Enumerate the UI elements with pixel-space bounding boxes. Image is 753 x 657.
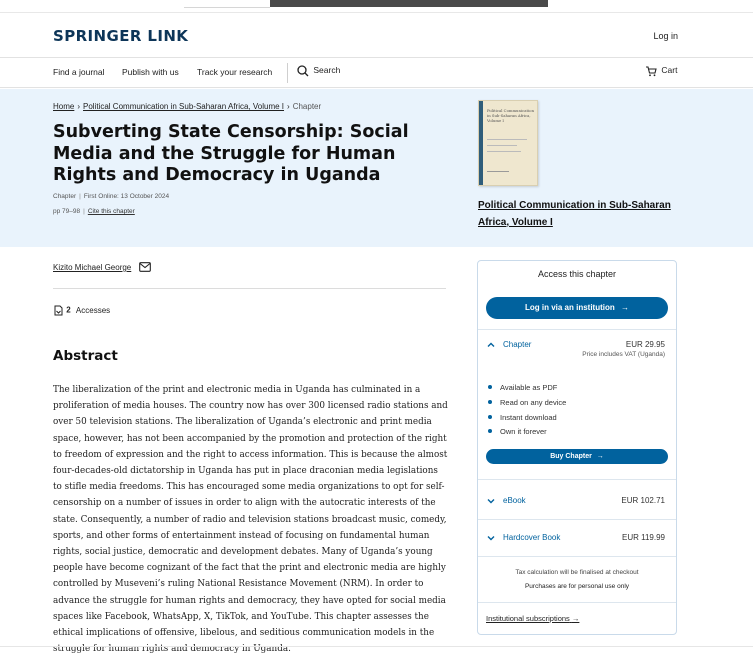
chapter-type: Chapter (53, 193, 77, 200)
book-cover-image[interactable] (478, 100, 538, 186)
email-icon[interactable] (139, 262, 151, 272)
chevron-up-icon (486, 340, 496, 350)
search-button[interactable] (297, 65, 340, 77)
springer-link-logo[interactable]: SPRINGER LINK (53, 27, 189, 45)
login-via-institution-button[interactable] (486, 297, 668, 319)
divider (53, 288, 446, 289)
author-link[interactable]: Kizito Michael George (53, 263, 132, 272)
buy-chapter-label: Buy Chapter (550, 453, 592, 460)
cart-label: Cart (661, 65, 678, 76)
feature-label: Own it forever (500, 427, 547, 436)
cart-icon (645, 65, 657, 77)
buy-chapter-button[interactable] (486, 449, 668, 464)
arrow-right-icon: → (571, 614, 580, 623)
main-nav (0, 58, 753, 88)
institutional-subscriptions-link[interactable] (486, 614, 579, 623)
tax-note: Tax calculation will be finalised at checkout (515, 569, 639, 576)
first-online-date: First Online: 13 October 2024 (83, 193, 170, 200)
chapter-option-label: Chapter (503, 340, 532, 349)
top-strip-segment (184, 0, 270, 8)
breadcrumb-current: Chapter (292, 102, 322, 111)
chapter-title: Subverting State Censorship: Social Media and the Struggle for Human Rights and Democracy in Uganda (53, 122, 409, 185)
breadcrumb-separator: › (287, 102, 290, 111)
ebook-price: EUR 102.71 (621, 496, 665, 505)
login-via-institution-label: Log in via an institution (524, 303, 615, 312)
hardcover-option-label: Hardcover Book (503, 533, 561, 542)
divider (478, 602, 676, 603)
vat-note: Price includes VAT (Uganda) (582, 351, 665, 358)
abstract-text: The liberalization of the print and electronic media in Uganda has culminated in a proliferation of media houses. The country now has over 300 licensed radio stations and over 50 television stations. The liberalization of Uganda’s electronic and print media space, however, has not been accompanied by the promotion and protection of the right to freedom of expression and the right to access information. This is because the almost four-decades-old dictatorship in Uganda has put in place draconian media legislations to stifle media freedoms. This has encouraged some media organizations to opt for self-censorship on a number of issues in order to align with the autocratic interests of the state. Consequently, a number of radio and television stations broadcast music, comedy, sports, and other forms of entertainment instead of focusing on fundamental human rights, social justice, democratic and development debates. Many of Uganda’s young people have become cognizant of the fact that the print and electronic media are highly controlled by Museveni’s ruling National Resistance Movement (NRM). In order to advance the struggle for human rights and democracy, they have opted for social media spaces like Facebook, WhatsApp, X, TikTok, and YouTube. This chapter assesses the ethical implications of offensive, libelous, and seditious communication models in the struggle for human rights and democracy in Uganda. (53, 385, 448, 655)
book-cover-title: Political Communication in Sub-Saharan Africa, Volume I (487, 108, 535, 123)
search-icon (297, 65, 309, 77)
ebook-option-label: eBook (503, 496, 526, 505)
cite-this-chapter-link[interactable]: Cite this chapter (87, 208, 135, 215)
feature-label: Instant download (500, 413, 557, 422)
ebook-option-toggle[interactable] (486, 495, 668, 509)
feature-label: Read on any device (500, 398, 567, 407)
divider (478, 556, 676, 557)
chapter-pages-meta: pp 79–98 | Cite this chapter (53, 208, 135, 215)
chapter-meta: Chapter | First Online: 13 October 2024 (53, 193, 170, 200)
chapter-pages: pp 79–98 (53, 208, 81, 215)
chapter-price: EUR 29.95 (625, 340, 665, 349)
nav-divider (287, 63, 288, 83)
chevron-down-icon (486, 496, 496, 506)
chevron-down-icon (486, 533, 496, 543)
feature-item (488, 383, 557, 392)
feature-item (488, 398, 566, 407)
feature-item (488, 413, 557, 422)
browser-top-strip (0, 0, 753, 12)
arrow-right-icon: → (596, 453, 604, 460)
cart-button[interactable] (645, 65, 677, 77)
hardcover-price: EUR 119.99 (622, 533, 665, 542)
book-title-link[interactable]: Political Communication in Sub-Saharan Africa, Volume I (478, 200, 671, 228)
page-bottom-edge (0, 646, 753, 649)
feature-item (488, 427, 547, 436)
breadcrumb-home[interactable]: Home (53, 102, 75, 111)
chapter-hero (0, 89, 753, 247)
login-link[interactable]: Log in (653, 31, 678, 41)
breadcrumb (53, 102, 321, 111)
arrow-right-icon: → (621, 303, 629, 312)
accesses-label: Accesses (75, 305, 111, 315)
hardcover-option-toggle[interactable] (486, 532, 668, 546)
divider (478, 519, 676, 520)
top-strip-bar (270, 0, 548, 7)
download-metric-icon (53, 305, 64, 316)
accesses-metric (53, 305, 110, 316)
breadcrumb-separator: › (77, 102, 81, 111)
personal-use-note: Purchases are for personal use only (524, 583, 630, 590)
divider (478, 479, 676, 480)
nav-track-research[interactable]: Track your research (197, 67, 273, 77)
site-header (0, 12, 753, 58)
access-panel-title: Access this chapter (537, 269, 617, 279)
nav-find-journal[interactable]: Find a journal (53, 67, 105, 77)
institutional-subscriptions-label: Institutional subscriptions (486, 614, 570, 623)
feature-label: Available as PDF (500, 383, 558, 392)
accesses-count: 2 (66, 305, 71, 315)
search-label: Search (313, 65, 341, 76)
abstract-heading: Abstract (53, 348, 118, 364)
breadcrumb-book[interactable]: Political Communication in Sub-Saharan Africa, Volume I (83, 102, 285, 111)
divider (478, 329, 676, 330)
abstract-body (53, 382, 448, 657)
nav-publish-with-us[interactable]: Publish with us (122, 67, 179, 77)
access-panel (477, 260, 677, 635)
